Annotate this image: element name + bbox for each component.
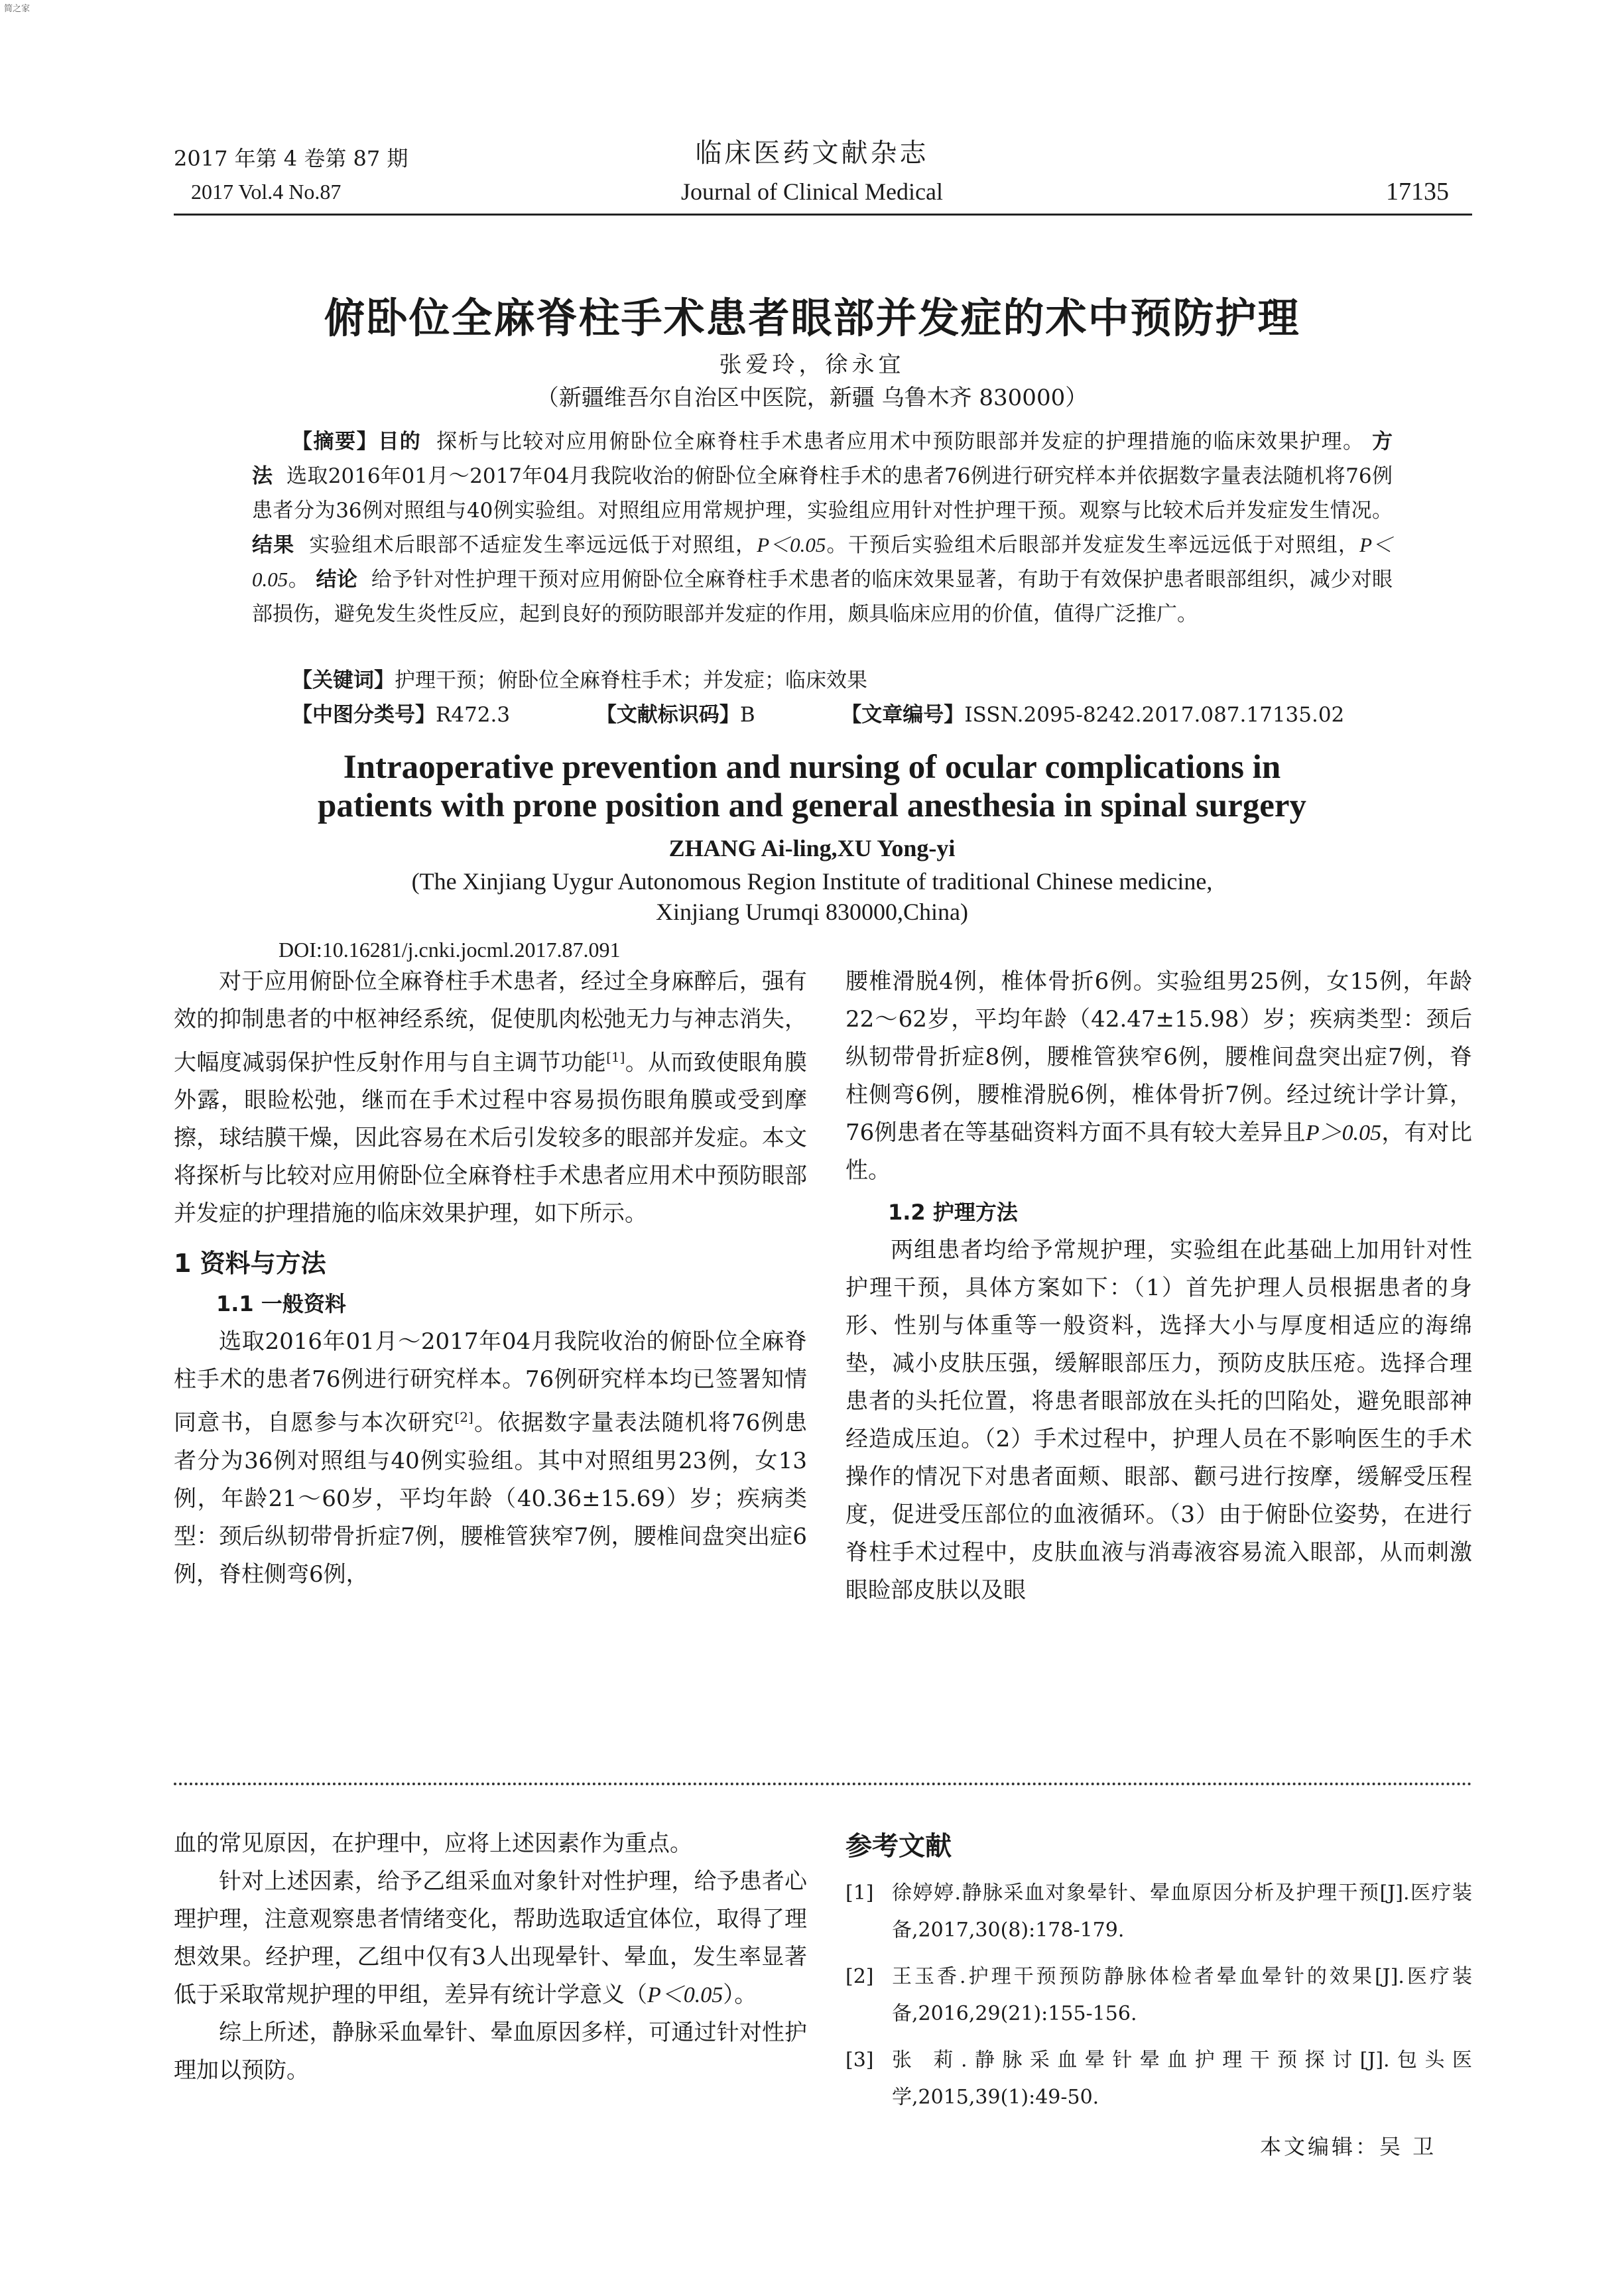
article-title-cn: 俯卧位全麻脊柱手术患者眼部并发症的术中预防护理 — [324, 294, 1300, 342]
conclusion-text: 给予针对性护理干预对应用俯卧位全麻脊柱手术患者的临床效果显著，有助于有效保护患者眼部组织，减少对眼部损伤，避免发生炎性反应，起到良好的预防眼部并发症的作用，颇具临床应用的价值，值得广泛推广。 — [252, 568, 1393, 626]
conclusion-label: 结论 — [316, 568, 358, 592]
method-label: 方法 — [252, 430, 1393, 488]
corner-watermark: 简之家 — [4, 4, 31, 14]
purpose-text: 探析与比较对应用俯卧位全麻脊柱手术患者应用术中预防眼部并发症的护理措施的临床效果护理。 — [436, 430, 1365, 454]
authors-en: ZHANG Ai-ling,XU Yong-yi — [668, 835, 956, 861]
doi: DOI:10.16281/j.cnki.jocml.2017.87.091 — [279, 938, 621, 962]
section-1-1-heading: 1.1 一般资料 — [216, 1291, 346, 1317]
result-text-a: 实验组术后眼部不适症发生率远远低于对照组， — [309, 533, 757, 557]
keywords-label: 【关键词】 — [292, 668, 395, 692]
reference-text: 徐婷婷.静脉采血对象晕针、晕血原因分析及护理干预[J].医疗装备,2017,30(8):178-179. — [892, 1881, 1472, 1942]
reference-number: [1] — [845, 1881, 874, 1905]
result-label: 结果 — [252, 533, 295, 557]
general-data-paragraph: 选取2016年01月～2017年04月我院收治的俯卧位全麻脊柱手术的患者76例进行研究样本。76例研究样本均已签署知情同意书，自愿参与本次研究[2]。依据数字量表法随机将76例患者分为36例对照组与40例实验组。其中对照组男23例，女13例，年龄21～60岁，平均年龄（40.36±15.69）岁；疾病类型：颈后纵韧带骨折症7例，腰椎管狭窄7例，腰椎间盘突出症6例，脊柱侧弯6例， — [174, 1328, 808, 1588]
affiliation-en — [0, 866, 1624, 927]
doc-code-value: B — [739, 703, 755, 727]
clc-label: 【中图分类号】 — [292, 703, 436, 727]
method-text: 选取2016年01月～2017年04月我院收治的俯卧位全麻脊柱手术的患者76例进行研究样本并依据数字量表法随机将76例患者分为36例对照组与40例实验组。对照组应用常规护理，实验组应用针对性护理干预。观察与比较术后并发症发生情况。 — [252, 464, 1393, 523]
journal-name-cn: 临床医药文献杂志 — [695, 138, 929, 168]
affiliation-en-line-2: Xinjiang Urumqi 830000,China) — [656, 899, 968, 925]
header-issue-cn: 2017 年第 4 卷第 87 期 — [174, 146, 408, 171]
keywords — [292, 663, 1393, 698]
references-heading: 参考文献 — [845, 1831, 952, 1862]
article-no-value: ISSN.2095-8242.2017.087.17135.02 — [964, 703, 1345, 727]
title-en-line-1: Intraoperative prevention and nursing of ocular complications in — [343, 749, 1281, 786]
abstract — [252, 424, 1393, 631]
section-1-heading: 1 资料与方法 — [174, 1249, 326, 1279]
citation-1: [1] — [606, 1049, 625, 1065]
result-text-b: 。干预后实验组术后眼部并发症发生率远远低于对照组， — [826, 533, 1360, 557]
bottom-column-left — [174, 1825, 807, 2090]
result-p-value-2: P＜0.05 — [252, 533, 1393, 591]
title-en-line-2: patients with prone position and general anesthesia in spinal surgery — [317, 787, 1306, 824]
bottom-paragraph-1: 血的常见原因，在护理中，应将上述因素作为重点。 — [174, 1830, 692, 1857]
classification — [292, 698, 1393, 732]
body-column-left — [174, 963, 807, 1594]
dotted-separator — [174, 1783, 1472, 1785]
doc-code-label: 【文献标识码】 — [595, 703, 740, 727]
body-column-right — [845, 963, 1472, 1610]
reference-item — [845, 1875, 1472, 1949]
abstract-label: 【摘要】 — [292, 430, 379, 454]
purpose-label: 目的 — [378, 430, 422, 454]
nursing-method-paragraph: 两组患者均给予常规护理，实验组在此基础上加用针对性护理干预，具体方案如下：（1）首先护理人员根据患者的身形、性别与体重等一般资料，选择大小与厚度相适应的海绵垫，减小皮肤压强，缓解眼部压力，预防皮肤压疮。选择合理患者的头托位置，将患者眼部放在头托的凹陷处，避免眼部神经造成压迫。（2）手术过程中，护理人员在不影响医生的手术操作的情况下对患者面颊、眼部、颧弓进行按摩，缓解受压程度，促进受压部位的血液循环。（3）由于俯卧位姿势，在进行脊柱手术过程中，皮肤血液与消毒液容易流入眼部，从而刺激眼睑部皮肤以及眼 — [845, 1237, 1472, 1604]
keywords-text: 护理干预；俯卧位全麻脊柱手术；并发症；临床效果 — [395, 668, 867, 692]
journal-name-en: Journal of Clinical Medical — [681, 178, 943, 205]
reference-number: [3] — [845, 2049, 874, 2072]
header-issue-en: 2017 Vol.4 No.87 — [191, 180, 342, 204]
section-1-2-heading: 1.2 护理方法 — [888, 1200, 1018, 1225]
article-title-en — [0, 748, 1624, 825]
clc-value: R472.3 — [436, 703, 511, 727]
header-rule — [174, 214, 1472, 216]
comparability-p-value: P＞0.05 — [1305, 1121, 1382, 1145]
bottom-p-value: P＜0.05 — [647, 1983, 723, 2007]
article-no-label: 【文章编号】 — [841, 703, 965, 727]
references — [845, 1825, 1472, 2125]
affiliation-en-line-1: (The Xinjiang Uygur Autonomous Region Institute of traditional Chinese medicine, — [411, 868, 1213, 895]
editor-note: 本文编辑：吴 卫 — [1260, 2134, 1437, 2159]
bottom-paragraph-2: 针对上述因素，给予乙组采血对象针对性护理，给予患者心理护理，注意观察患者情绪变化，帮助选取适宜体位，取得了理想效果。经护理，乙组中仅有3人出现晕针、晕血，发生率显著低于采取常规护理的甲组，差异有统计学意义（P＜0.05）。 — [174, 1868, 807, 2008]
page-number: 17135 — [1386, 178, 1449, 206]
result-text-c: 。 — [288, 568, 310, 592]
reference-number: [2] — [845, 1965, 874, 1988]
reference-text: 王玉香.护理干预预防静脉体检者晕血晕针的效果[J].医疗装备,2016,29(21):155-156. — [892, 1965, 1472, 2025]
citation-2: [2] — [454, 1409, 473, 1426]
intro-paragraph: 对于应用俯卧位全麻脊柱手术患者，经过全身麻醉后，强有效的抑制患者的中枢神经系统，促使肌肉松弛无力与神志消失，大幅度减弱保护性反射作用与自主调节功能[1]。从而致使眼角膜外露，眼睑松弛，继而在手术过程中容易损伤眼角膜或受到摩擦，球结膜干燥，因此容易在术后引发较多的眼部并发症。本文将探析与比较对应用俯卧位全麻脊柱手术患者应用术中预防眼部并发症的护理措施的临床效果护理，如下所示。 — [174, 968, 808, 1228]
bottom-paragraph-3: 综上所述，静脉采血晕针、晕血原因多样，可通过针对性护理加以预防。 — [174, 2019, 807, 2084]
reference-item — [845, 1958, 1472, 2033]
reference-item — [845, 2042, 1472, 2116]
reference-text: 张 莉.静脉采血晕针晕血护理干预探讨[J].包头医学,2015,39(1):49-50. — [892, 2049, 1472, 2109]
general-data-continued: 腰椎滑脱4例，椎体骨折6例。实验组男25例，女15例，年龄22～62岁，平均年龄（42.47±15.98）岁；疾病类型：颈后纵韧带骨折症8例，腰椎管狭窄6例，腰椎间盘突出症7例，脊柱侧弯6例，腰椎滑脱6例，椎体骨折7例。经过统计学计算，76例患者在等基础资料方面不具有较大差异且P＞0.05，有对比性。 — [845, 968, 1473, 1184]
result-p-value-1: P＜0.05 — [757, 533, 826, 556]
authors-cn: 张爱玲，徐永宜 — [719, 351, 905, 378]
affiliation-cn: （新疆维吾尔自治区中医院，新疆 乌鲁木齐 830000） — [536, 385, 1088, 411]
